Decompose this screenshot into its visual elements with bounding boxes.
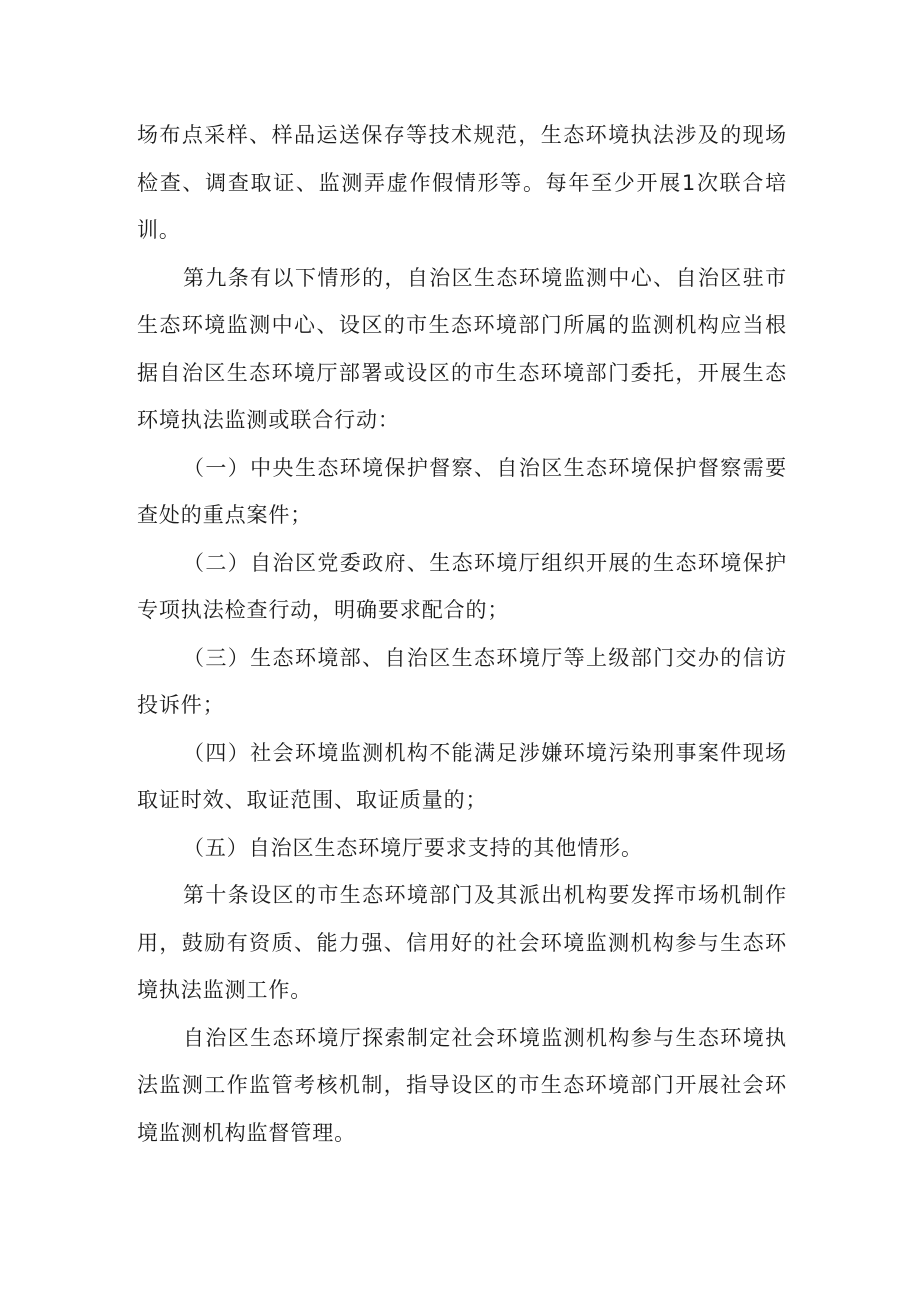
document-body [137, 112, 787, 1157]
list-item-2: （二）自治区党委政府、生态环境厅组织开展的生态环境保护专项执法检查行动，明确要求配合的； [137, 550, 787, 622]
list-item-5: （五）自治区生态环境厅要求支持的其他情形。 [183, 835, 643, 860]
list-item-1: （一）中央生态环境保护督察、自治区生态环境保护督察需要查处的重点案件； [137, 455, 787, 527]
paragraph-article-10: 第十条设区的市生态环境部门及其派出机构要发挥市场机制作用，鼓励有资质、能力强、信用好的社会环境监测机构参与生态环境执法监测工作。 [137, 883, 787, 1002]
paragraph-continuation: 场布点采样、样品运送保存等技术规范，生态环境执法涉及的现场检查、调查取证、监测弄虚作假情形等。每年至少开展1次联合培训。 [137, 123, 787, 242]
paragraph-article-10-continued: 自治区生态环境厅探索制定社会环境监测机构参与生态环境执法监测工作监管考核机制，指导设区的市生态环境部门开展社会环境监测机构监督管理。 [137, 1025, 787, 1145]
paragraph-article-9: 第九条有以下情形的，自治区生态环境监测中心、自治区驻市生态环境监测中心、设区的市生态环境部门所属的监测机构应当根据自治区生态环境厅部署或设区的市生态环境部门委托，开展生态环境执法监测或联合行动： [137, 265, 787, 432]
list-item-3: （三）生态环境部、自治区生态环境厅等上级部门交办的信访投诉件； [137, 645, 787, 717]
list-item-4: （四）社会环境监测机构不能满足涉嫌环境污染刑事案件现场取证时效、取证范围、取证质量的； [137, 740, 787, 812]
